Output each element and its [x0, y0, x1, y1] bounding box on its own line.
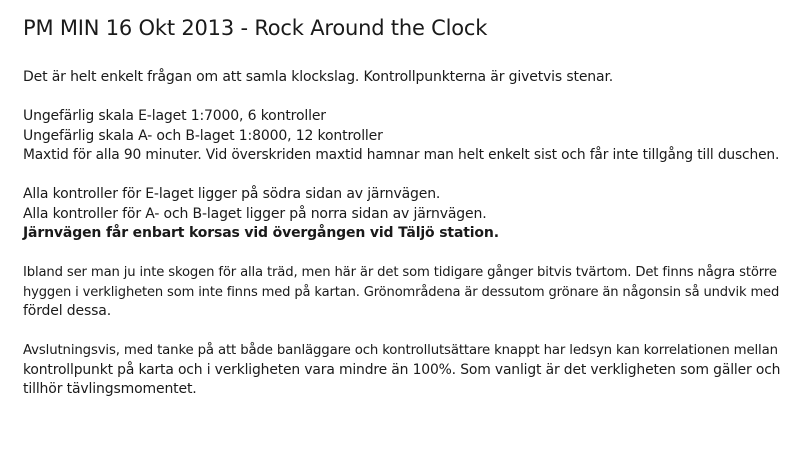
intro-text: Det är helt enkelt frågan om att samla klockslag. Kontrollpunkterna är givetvis stenar.: [23, 69, 614, 85]
railway-paragraph: [23, 185, 781, 244]
forest-paragraph: [23, 263, 781, 322]
forest-text-1: Ibland ser man ju inte skogen för alla träd, men här är det som tidigare gånger bitvis tvärtom. Det finns några större: [23, 265, 777, 280]
maxtime-text: Maxtid för alla 90 minuter. Vid överskriden maxtid hamnar man helt enkelt sist och får inte tillgång till duschen.: [23, 147, 780, 163]
closing-text-3: tillhör tävlingsmomentet.: [23, 381, 197, 397]
rail-ab-text: Alla kontroller för A- och B-laget ligger på norra sidan av järnvägen.: [23, 205, 487, 222]
rules-paragraph: [23, 107, 781, 166]
forest-text-2: hyggen i verkligheten som inte finns med på kartan. Grönområdena är dessutom grönare än någonsin så undvik med: [23, 284, 780, 300]
rail-crossing-text: Järnvägen får enbart korsas vid övergången vid Täljö station.: [23, 225, 499, 241]
document-body: [23, 68, 781, 400]
forest-text-3: fördel dessa.: [23, 303, 112, 319]
scale-ab-text: Ungefärlig skala A- och B-laget 1:8000, 12 kontroller: [23, 127, 383, 144]
closing-text-2: kontrollpunkt på karta och i verkligheten vara mindre än 100%. Som vanligt är det verkligheten som gäller och: [23, 361, 781, 378]
closing-text-1: Avslutningsvis, med tanke på att både banläggare och kontrollutsättare knappt har ledsyn kan korrelationen mellan: [23, 343, 778, 358]
scale-e-text: Ungefärlig skala E-laget 1:7000, 6 kontroller: [23, 108, 326, 124]
closing-paragraph: [23, 341, 781, 400]
intro-paragraph: [23, 68, 781, 88]
rail-e-text: Alla kontroller för E-laget ligger på södra sidan av järnvägen.: [23, 186, 441, 202]
page-title: PM MIN 16 Okt 2013 - Rock Around the Clock: [23, 16, 488, 40]
